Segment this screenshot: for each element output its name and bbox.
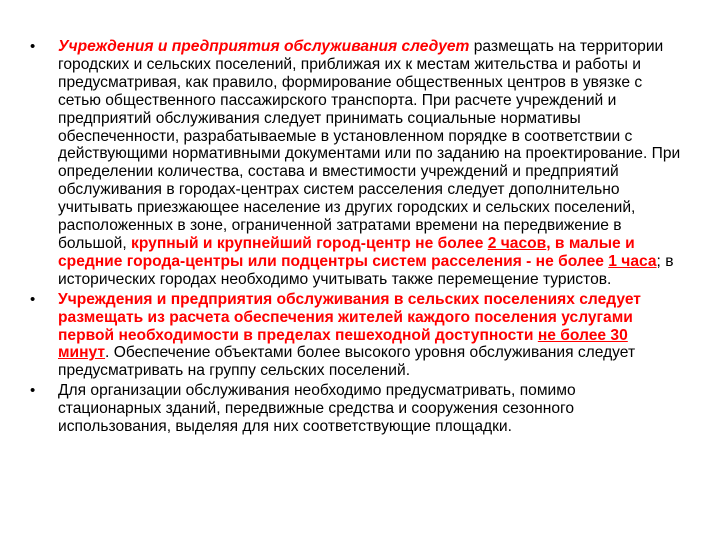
- bullet-item-3: [30, 382, 682, 436]
- bullet-item-2: [30, 291, 682, 381]
- highlight-underlined: 1 часа: [608, 252, 657, 270]
- bullet-list: [30, 38, 682, 438]
- bullet-dot-icon: •: [30, 382, 36, 400]
- highlight-underlined: 2 часов: [487, 234, 547, 252]
- paragraph-text: . Обеспечение объектами более высокого уровня обслуживания следует предусматривать на группу сельских поселений.: [58, 344, 636, 380]
- highlight-phrase: Учреждения и предприятия обслуживания в сельских поселениях следует размещать из расчета обеспечения жителей каждого поселения услугами первой необходимости в пределах пешеходной доступности: [58, 290, 641, 344]
- highlight-underlined: не более 30 минут: [58, 326, 628, 362]
- highlight-phrase: Учреждения и предприятия обслуживания следует: [58, 38, 470, 55]
- highlight-phrase: крупный и крупнейший город-центр не более: [131, 234, 488, 252]
- highlight-phrase: , в малые и средние города-центры или подцентры систем расселения - не более: [58, 234, 635, 270]
- bullet-dot-icon: •: [30, 290, 36, 308]
- paragraph-text: ; в исторических городах необходимо учитывать также перемещение туристов.: [58, 252, 674, 288]
- bullet-dot-icon: •: [30, 38, 36, 55]
- bullet-item-1: [30, 38, 682, 289]
- paragraph-text: Для организации обслуживания необходимо предусматривать, помимо стационарных зданий, передвижные средства и сооружения сезонного использования, выделяя для них соответствующие площадки.: [58, 382, 576, 436]
- paragraph-text: размещать на территории городских и сельских поселений, приближая их к местам жительства и работы и предусматривая, как правило, формирование общественных центров в увязке с сетью общественного пассажирского транспорта. При расчете учреждений и предприятий обслуживания следует принимать социальные нормативы обеспеченности, разрабатываемые в установленном порядке в соответствии с действующими нормативными документами или по заданию на проектирование. При определении количества, состава и вместимости учреждений и предприятий обслуживания в городах-центрах систем расселения следует дополнительно учитывать приезжающее население из других городских и сельских поселений, расположенных в зоне, ограниченной затратами времени на передвижение в большой,: [58, 38, 681, 252]
